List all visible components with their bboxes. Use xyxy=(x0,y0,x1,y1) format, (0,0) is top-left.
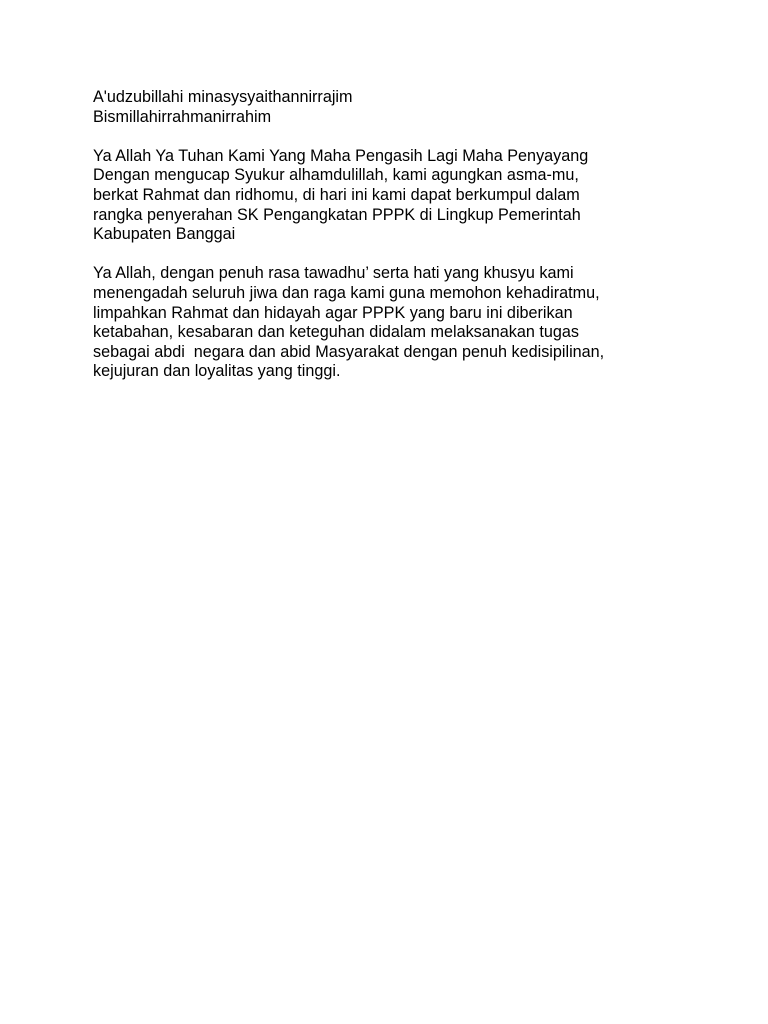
paragraph-2-line-6: kejujuran dan loyalitas yang tinggi. xyxy=(93,362,341,381)
paragraph-1-line-1: Ya Allah Ya Tuhan Kami Yang Maha Pengasih Lagi Maha Penyayang xyxy=(93,146,589,165)
paragraph-2-line-5: sebagai abdi negara dan abid Masyarakat dengan penuh kedisipilinan, xyxy=(93,342,605,361)
paragraph-spacer xyxy=(93,245,713,265)
paragraph-1-line-2: Dengan mengucap Syukur alhamdulillah, kami agungkan asma-mu, xyxy=(93,166,579,185)
opening-line-1: A'udzubillahi minasysyaithannirrajim xyxy=(93,88,353,106)
paragraph-1-line-4: rangka penyerahan SK Pengangkatan PPPK di Lingkup Pemerintah xyxy=(93,205,581,224)
opening-line-2: Bismillahirrahmanirrahim xyxy=(93,107,272,126)
paragraph-spacer xyxy=(93,127,713,147)
paragraph-2-line-2: menengadah seluruh jiwa dan raga kami guna memohon kehadiratmu, xyxy=(93,283,600,302)
paragraph-2-line-4: ketabahan, kesabaran dan keteguhan didalam melaksanakan tugas xyxy=(93,323,579,342)
document-text xyxy=(93,88,713,382)
paragraph-2-line-3: limpahkan Rahmat dan hidayah agar PPPK yang baru ini diberikan xyxy=(93,303,573,322)
paragraph-2-line-1: Ya Allah, dengan penuh rasa tawadhu’ serta hati yang khusyu kami xyxy=(93,264,574,283)
paragraph-1-line-5: Kabupaten Banggai xyxy=(93,225,236,244)
paragraph-1-line-3: berkat Rahmat dan ridhomu, di hari ini kami dapat berkumpul dalam xyxy=(93,185,580,204)
